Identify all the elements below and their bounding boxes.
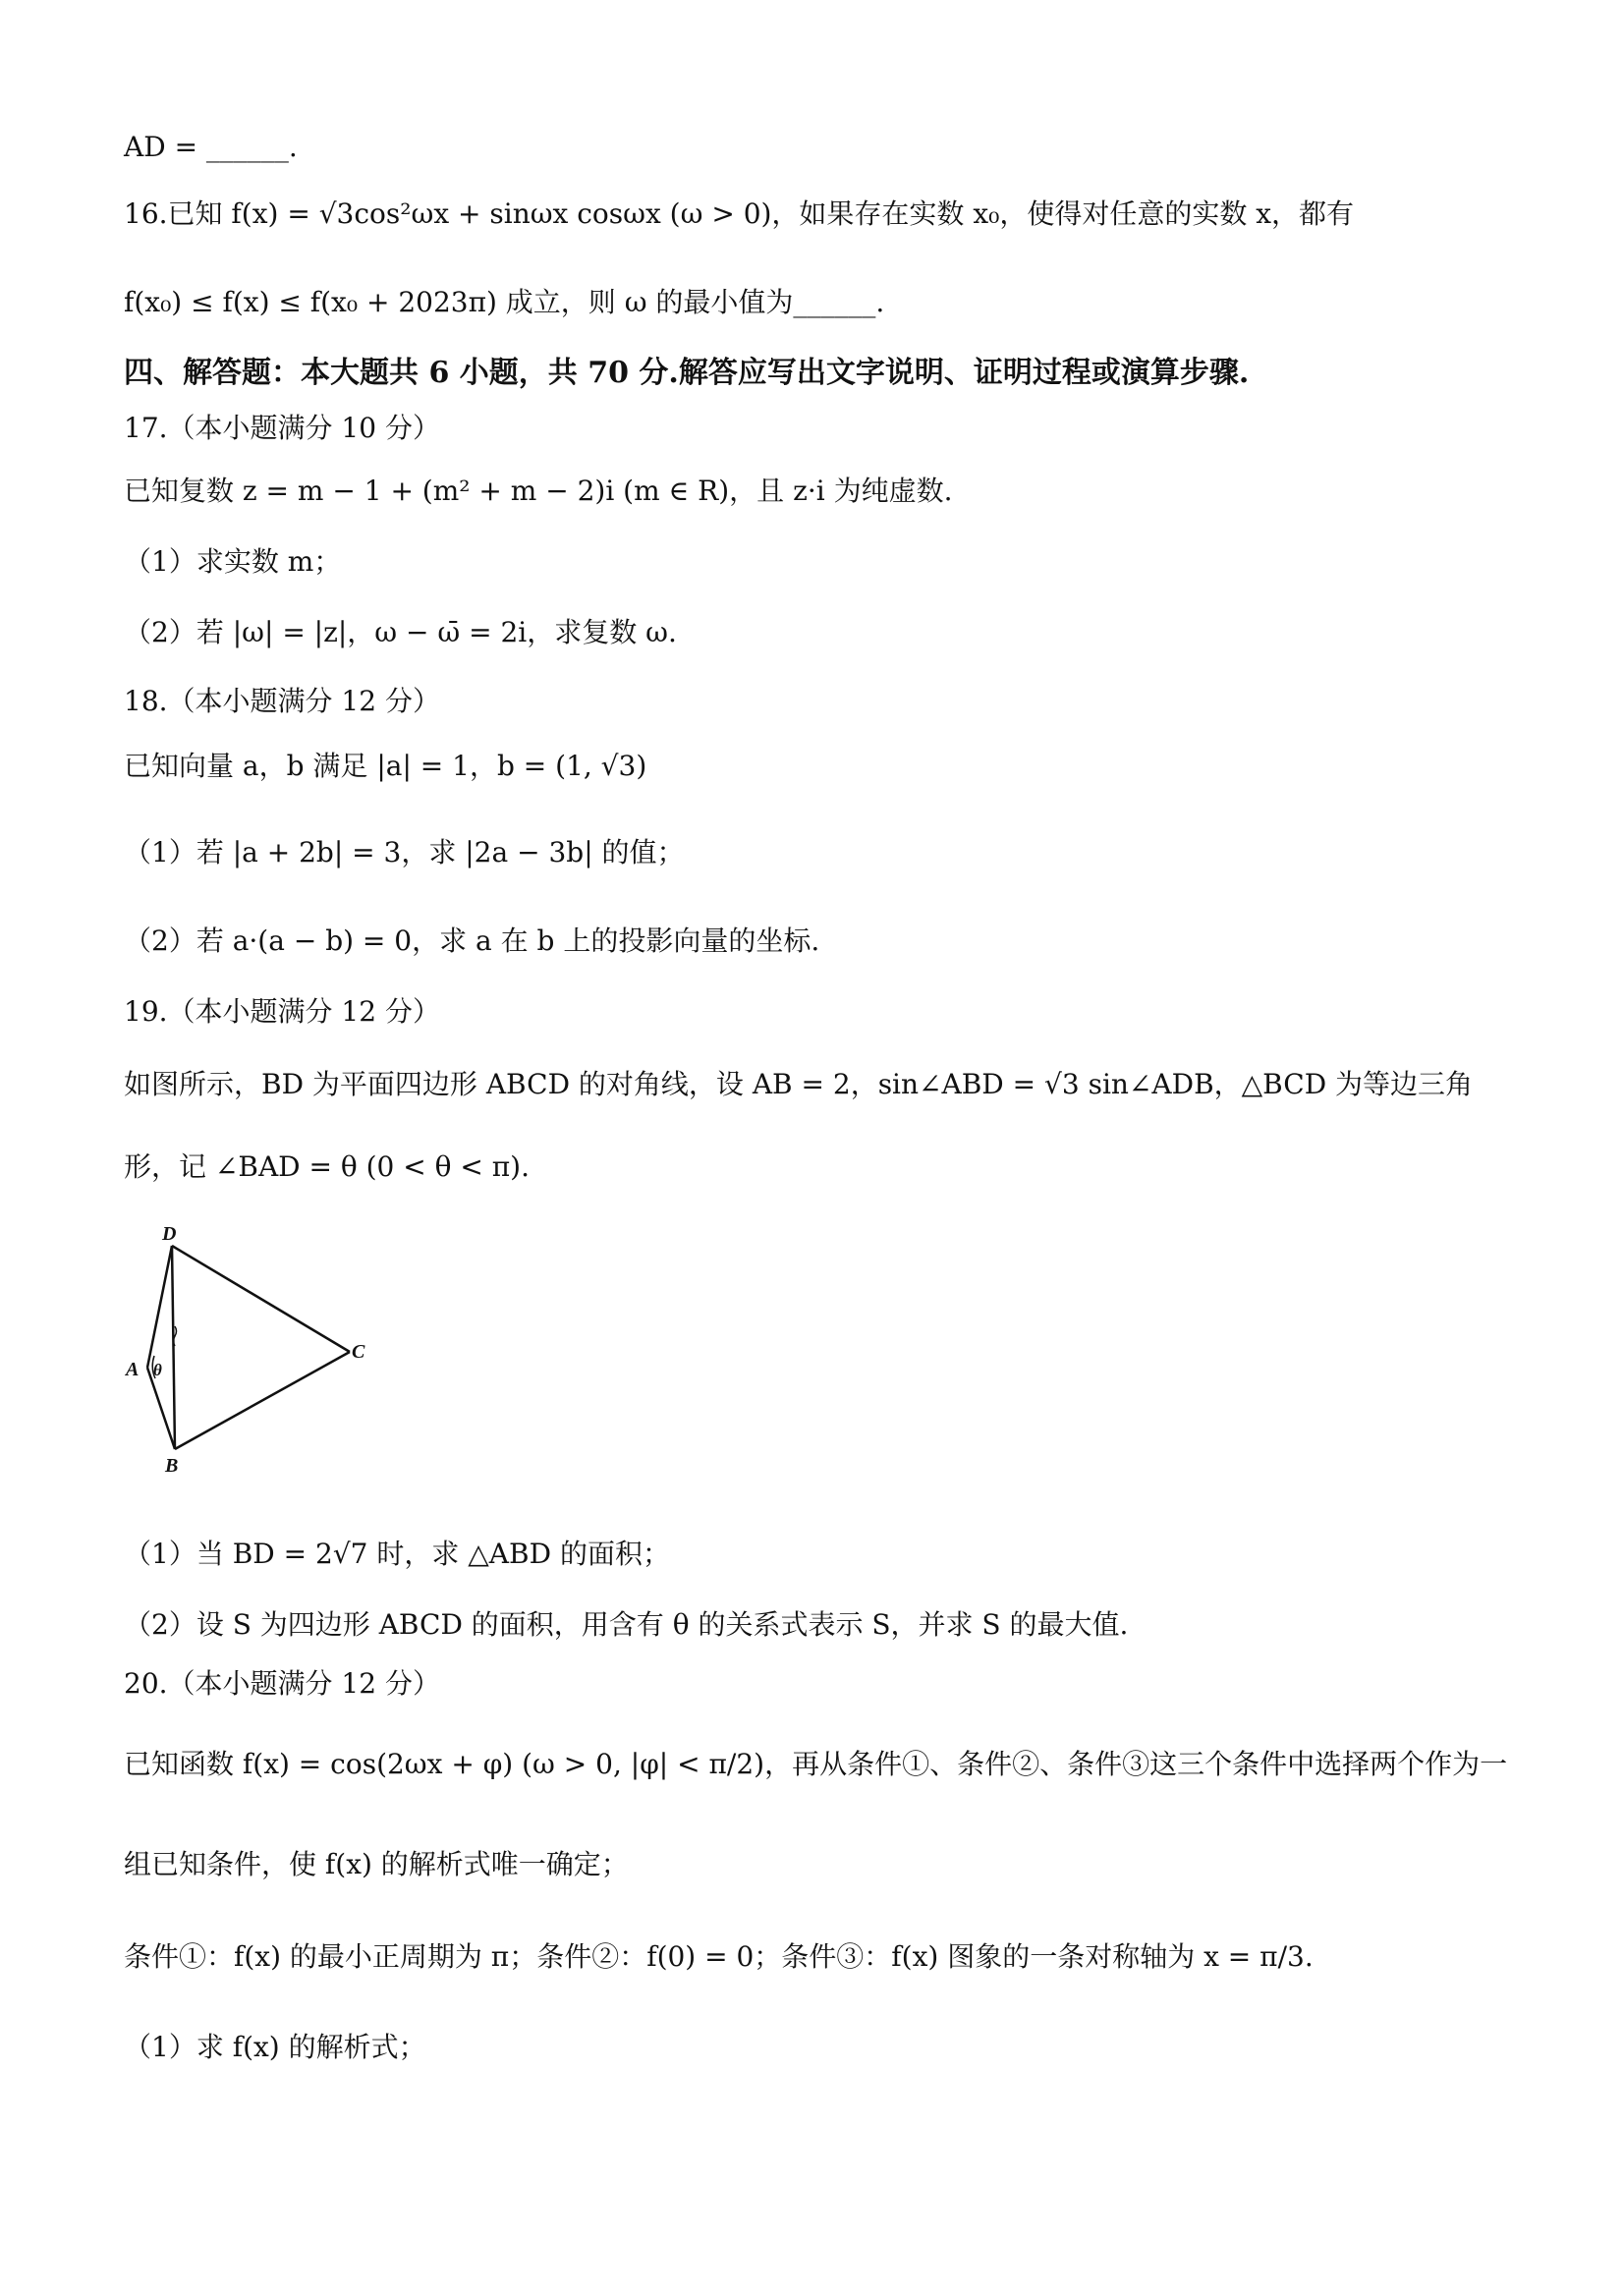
text-line-q17-2: （2）若 |ω| = |z|，ω − ω̄ = 2i，求复数 ω.: [124, 616, 677, 648]
text-line-q20-1: （1）求 f(x) 的解析式；: [124, 2031, 426, 2063]
text-line-q20-a: 已知函数 f(x) = cos(2ωx + φ) (ω > 0, |φ| < π/2)，再从条件①、条件②、条件③这三个条件中选择两个作为一: [124, 1748, 1508, 1780]
text-line-q18-1: （1）若 |a + 2b| = 3，求 |2a − 3b| 的值；: [124, 836, 685, 868]
text-line-q18-2: （2）若 a·(a − b) = 0，求 a 在 b 上的投影向量的坐标.: [124, 924, 820, 957]
label-d: D: [162, 1223, 177, 1245]
edge-da: [147, 1246, 172, 1368]
text-line-q18-h: 18.（本小题满分 12 分）: [124, 685, 440, 717]
edge-dc: [172, 1246, 350, 1352]
text-line-q19-a: 如图所示，BD 为平面四边形 ABCD 的对角线，设 AB = 2，sin∠ABD = √3 sin∠ADB，△BCD 为等边三角: [124, 1068, 1474, 1100]
edge-cb: [175, 1352, 350, 1449]
text-line-q17-stem: 已知复数 z = m − 1 + (m² + m − 2)i (m ∈ R)，且 z·i 为纯虚数.: [124, 475, 953, 507]
edge-ab: [147, 1368, 175, 1449]
text-line-q19-1: （1）当 BD = 2√7 时，求 △ABD 的面积；: [124, 1538, 670, 1570]
text-line-q20-c: 条件①：f(x) 的最小正周期为 π；条件②：f(0) = 0；条件③：f(x) 图象的一条对称轴为 x = π/3.: [124, 1940, 1314, 1973]
text-line-q16-a: 16.已知 f(x) = √3cos²ωx + sinωx cosωx (ω > 0)，如果存在实数 x₀，使得对任意的实数 x，都有: [124, 197, 1355, 230]
text-line-q16-b: f(x₀) ≤ f(x) ≤ f(x₀ + 2023π) 成立，则 ω 的最小值为______.: [124, 286, 885, 318]
text-line-sec4: 四、解答题：本大题共 6 小题，共 70 分.解答应写出文字说明、证明过程或演算步骤.: [124, 356, 1250, 390]
label-b: B: [165, 1455, 179, 1477]
quadrilateral-figure: [118, 1218, 373, 1487]
text-line-q19-h: 19.（本小题满分 12 分）: [124, 995, 440, 1028]
edge-db: [172, 1246, 175, 1449]
text-line-q19-2: （2）设 S 为四边形 ABCD 的面积，用含有 θ 的关系式表示 S，并求 S 的最大值.: [124, 1608, 1129, 1641]
text-line-q17-1: （1）求实数 m；: [124, 545, 342, 578]
quadrilateral-diagram: [118, 1218, 373, 1484]
text-line-q19-b: 形，记 ∠BAD = θ (0 < θ < π).: [124, 1150, 530, 1183]
text-line-q15-tail: AD = ______.: [124, 131, 298, 163]
text-line-q20-h: 20.（本小题满分 12 分）: [124, 1667, 440, 1700]
label-theta: θ: [153, 1361, 162, 1379]
text-line-q17-h: 17.（本小题满分 10 分）: [124, 412, 440, 444]
label-c: C: [352, 1341, 365, 1363]
text-line-q20-b: 组已知条件，使 f(x) 的解析式唯一确定；: [124, 1848, 629, 1880]
label-a: A: [126, 1359, 140, 1380]
text-line-q18-stem: 已知向量 a，b 满足 |a| = 1，b = (1, √3): [124, 750, 647, 782]
